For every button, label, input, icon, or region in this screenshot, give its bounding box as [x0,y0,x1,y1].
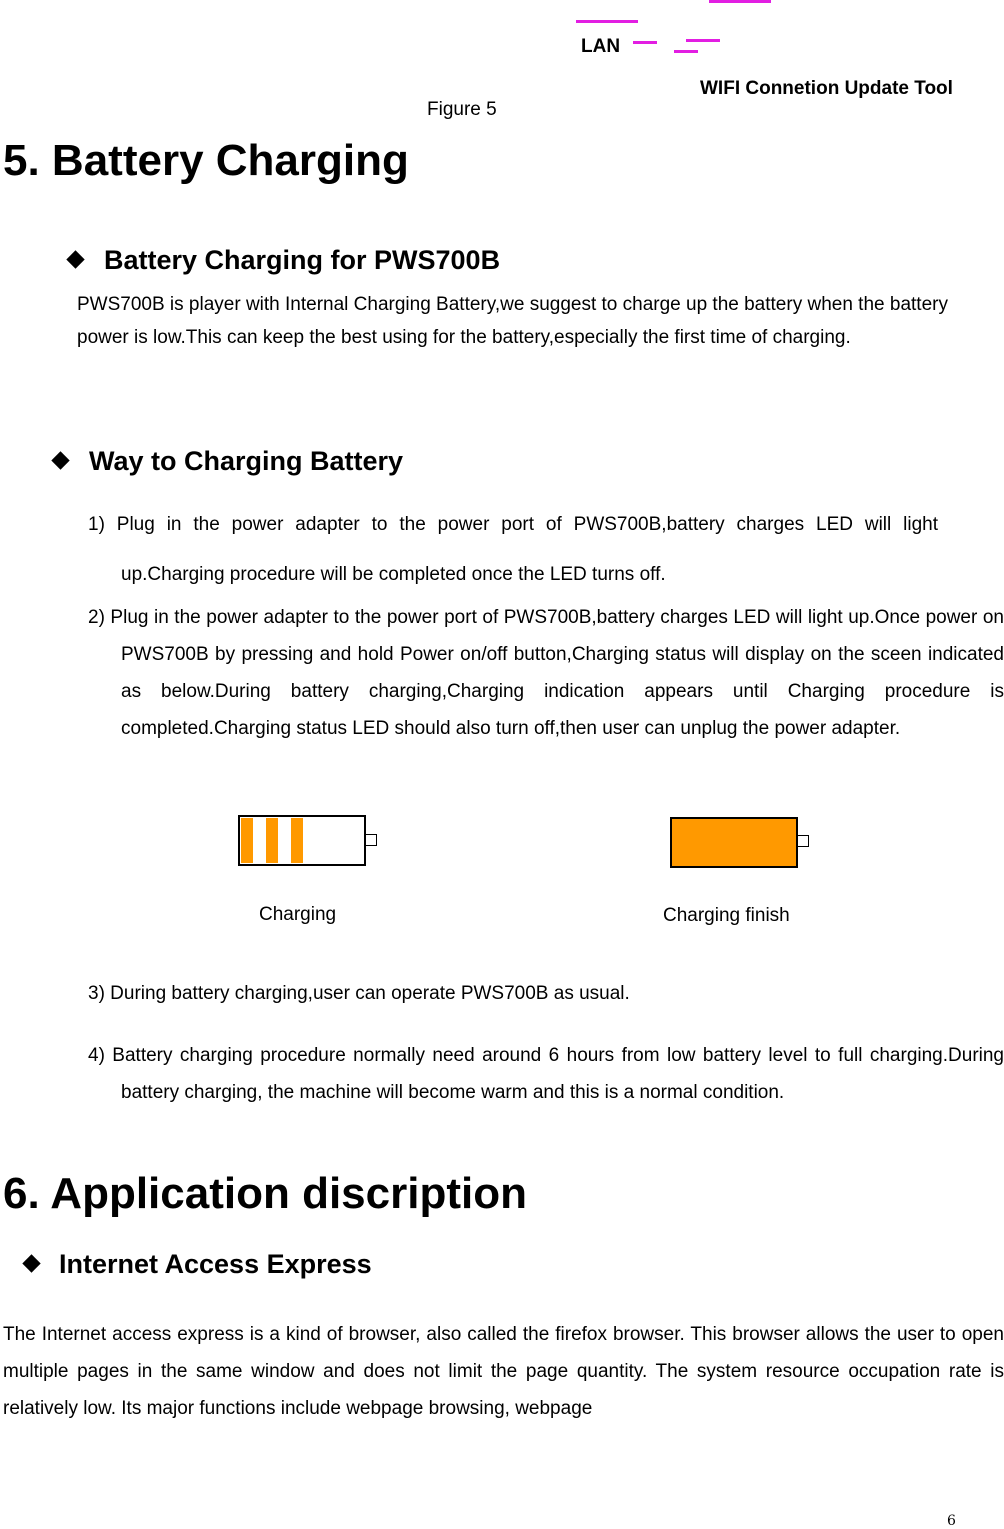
battery-charge-bar [291,818,303,863]
section-title-battery-charging: 5. Battery Charging [3,136,409,185]
figure-line [633,41,657,44]
charging-step-4: 4) Battery charging procedure normally need around 6 hours from low battery level to full charging.During battery charging, the machine will become warm and this is a normal condition. [88,1045,1004,1103]
figure-caption: Figure 5 [427,99,497,120]
page-number: 6 [947,1513,956,1529]
section-title-application: 6. Application discription [3,1169,527,1218]
bullet-diamond-icon [22,1254,40,1272]
charging-step-3: 3) During battery charging,user can operate PWS700B as usual. [88,983,630,1004]
wifi-tool-label: WIFI Connetion Update Tool [700,78,953,99]
bullet-diamond-icon [66,250,84,268]
charging-step-1: 1) Plug in the power adapter to the power port of PWS700B,battery charges LED will light up.Charging procedure will be completed once the LED turns off. [88,514,938,585]
battery-tip [797,835,809,847]
internet-access-paragraph: The Internet access express is a kind of browser, also called the firefox browser. This browser allows the user to open multiple pages in the same window and does not limit the page quantity. The system resource occupation rate is relatively low. Its major functions include webpage browsing, webpage [3,1324,1004,1419]
charging-label: Charging [259,904,337,925]
subsection-title-battery-charging: Battery Charging for PWS700B [104,245,501,275]
battery-tip [365,834,377,846]
battery-charging-icon [238,815,366,866]
figure-line [576,20,638,23]
charging-step-2: 2) Plug in the power adapter to the power port of PWS700B,battery charges LED will light up.Once power on PWS700B by pressing and hold Power on/off button,Charging status will display on the sceen indicated as below.During battery charging,Charging indication appears until Charging procedure is completed.Charging status LED should also turn off,then user can unplug the power adapter. [88,607,1004,739]
battery-full-icon [670,817,798,868]
subsection-title-way-to-charge: Way to Charging Battery [89,446,404,476]
subsection-title-internet-access: Internet Access Express [59,1249,372,1279]
figure-line [674,50,698,53]
figure-line [709,0,771,3]
battery-intro-paragraph: PWS700B is player with Internal Charging Battery,we suggest to charge up the battery when the battery power is low.This can keep the best using for the battery,especially the first time of charging. [77,294,948,348]
bullet-diamond-icon [51,451,69,469]
battery-charge-bar [241,818,253,863]
figure-line [686,39,720,42]
lan-label: LAN [581,36,621,57]
charging-finish-label: Charging finish [663,905,790,926]
battery-charge-bar [266,818,278,863]
